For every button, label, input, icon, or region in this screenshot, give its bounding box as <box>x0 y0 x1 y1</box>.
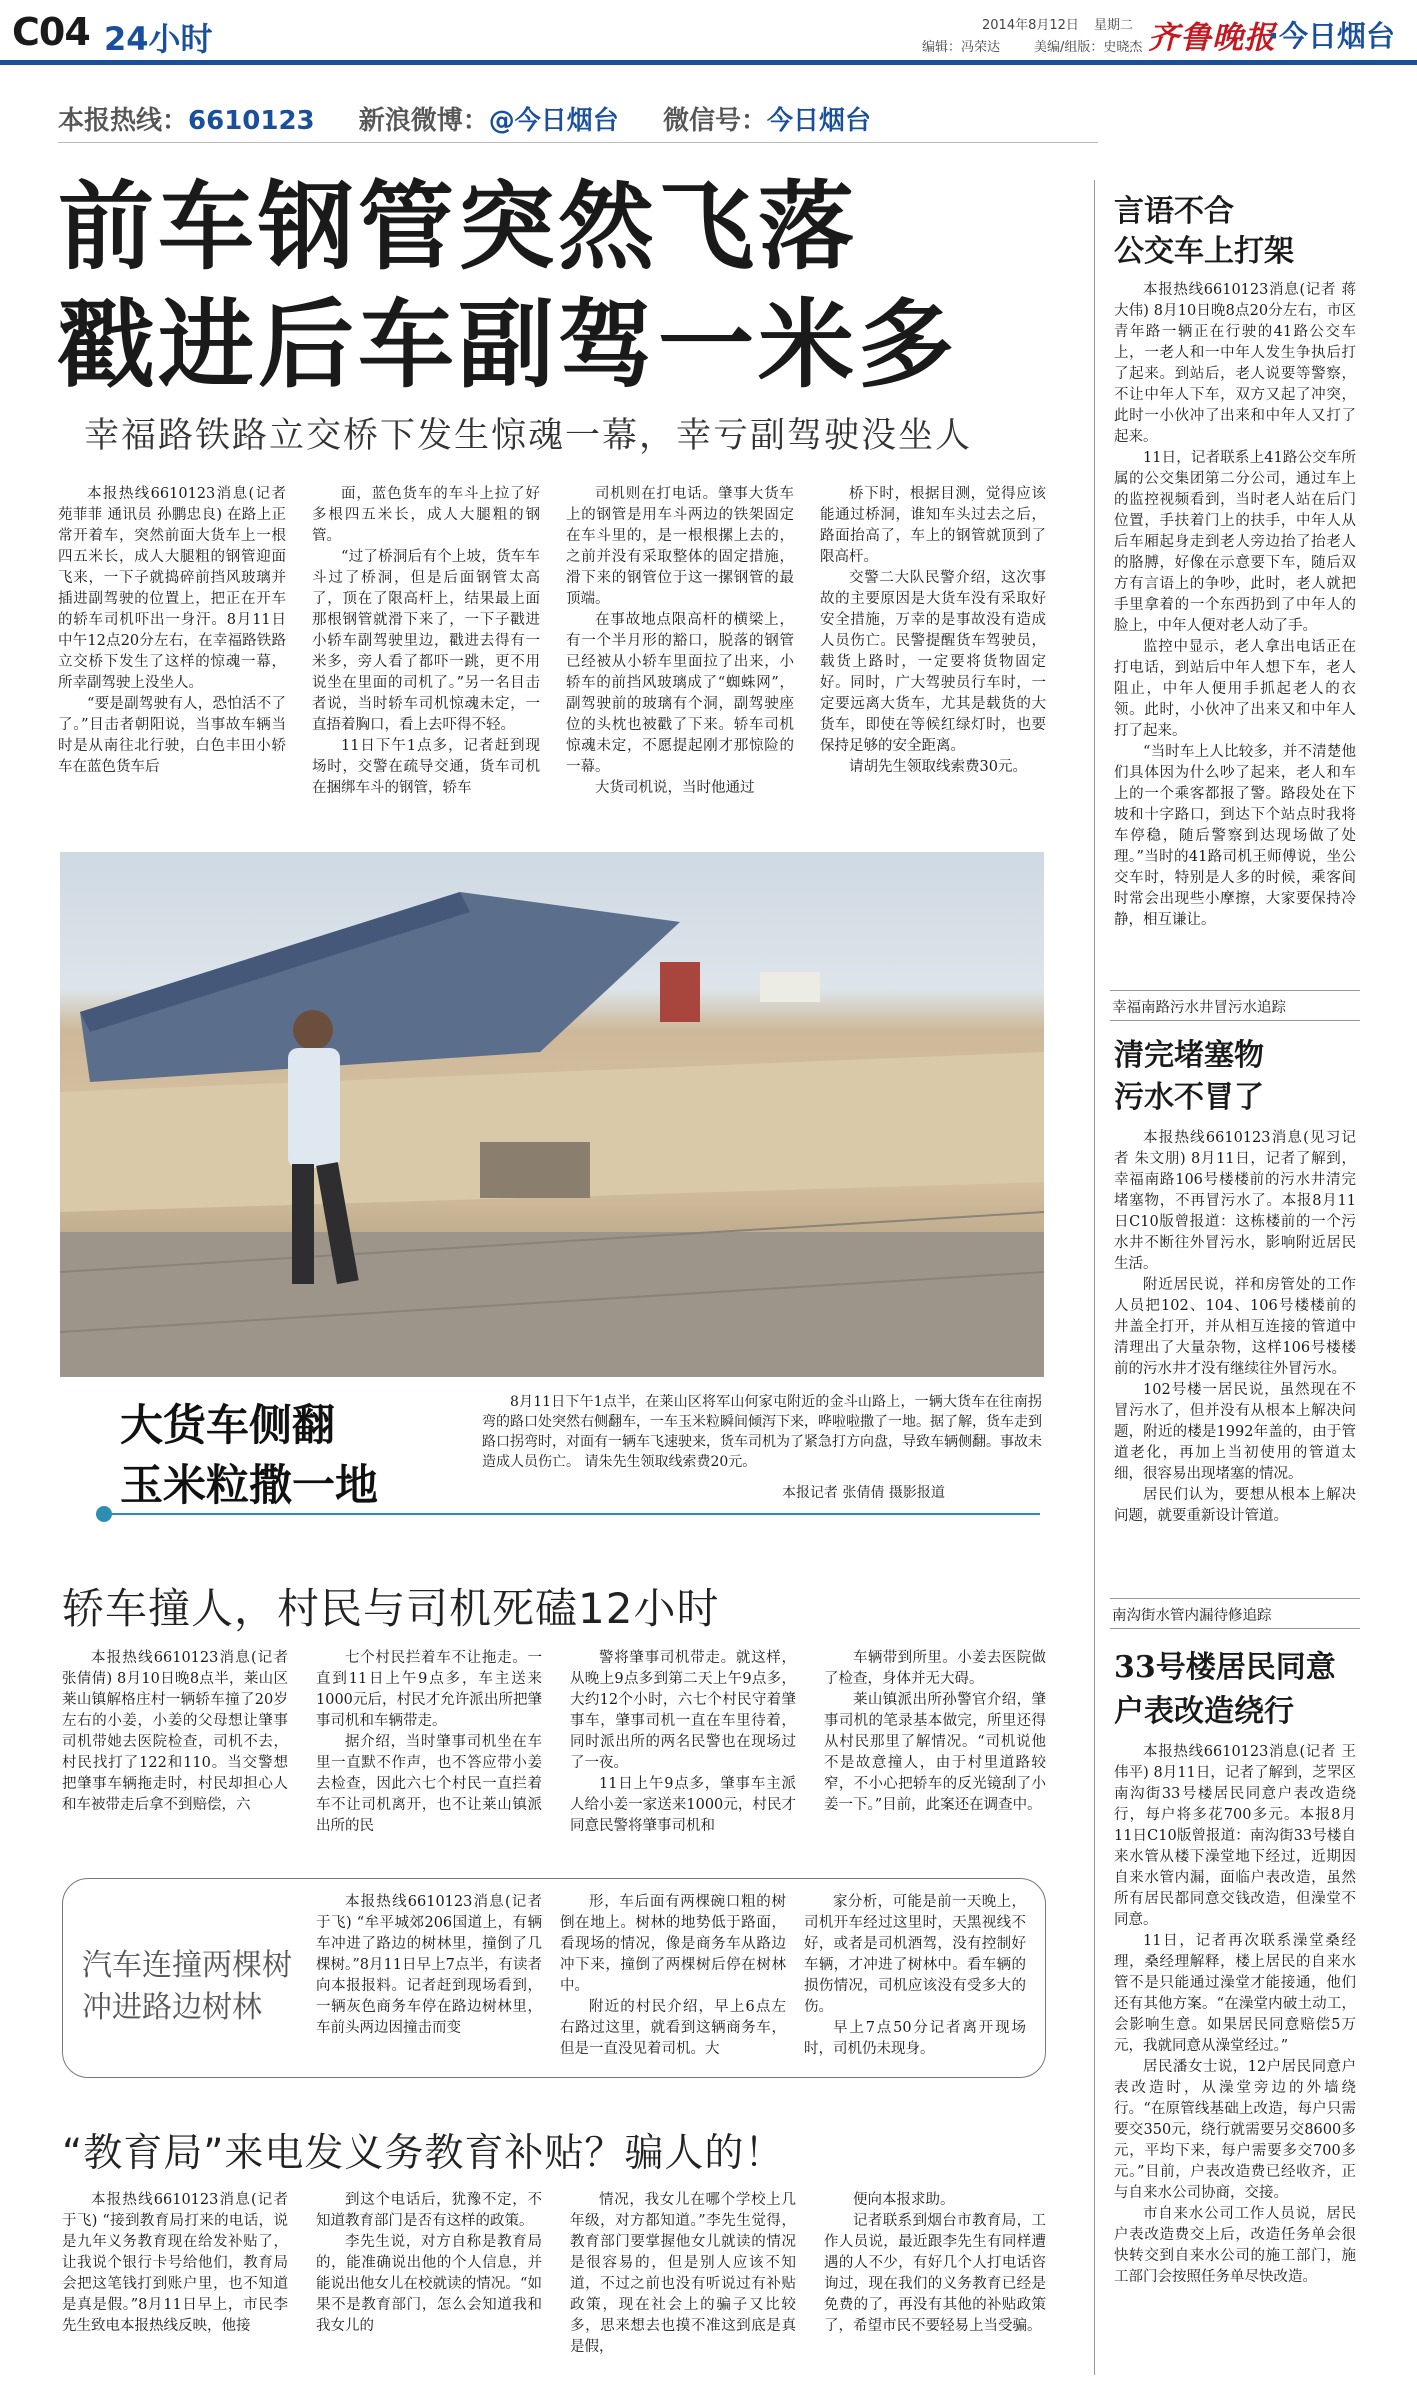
paragraph: 七个村民拦着车不让拖走。一直到11日上午9点多，车主送来1000元后，村民才允许派出所把肇事司机和车辆带走。 <box>316 1650 542 1729</box>
paragraph: 居民们认为，要想从根本上解决问题，就要重新设计管道。 <box>1114 1487 1356 1524</box>
paragraph: 面，蓝色货车的车斗上拉了好多根四五米长，成人大腿粗的钢管。 <box>312 486 540 544</box>
paragraph: 桥下时，根据目测，觉得应该能通过桥洞，谁知车头过去之后，路面抬高了，车上的钢管就顶到了限高杆。 <box>820 486 1046 565</box>
side3-tag: 南沟街水管内漏待修追踪 <box>1112 1608 1272 1624</box>
paragraph: 102号楼一居民说，虽然现在不冒污水了，但并没有从根本上解决问题，附近的楼是1992年盖的，由于管道老化，再加上当初使用的管道太细，很容易出现堵塞的情况。 <box>1114 1382 1356 1482</box>
box-column-2 <box>560 1892 786 2068</box>
lead-column-3 <box>566 484 794 834</box>
paragraph: 便向本报求助。 <box>853 2192 955 2208</box>
paragraph: 请胡先生领取线索费30元。 <box>849 759 1027 775</box>
section-name: 24小时 <box>104 20 213 58</box>
paragraph: 本报热线6610123消息(记者 王伟平) 8月11日，记者了解到，芝罘区南沟街33号楼居民同意户表改造绕行，每户将多花700多元。本报8月11日C10版曾报道：南沟街33号楼自来水管从楼下澡堂地下经过，近期因自来水管内漏，面临户表改造，虽然所有居民都同意交钱改造，但澡堂不同意。 <box>1114 1744 1356 1928</box>
box-headline-1: 汽车连撞两棵树 <box>82 1948 292 1983</box>
paragraph: 记者联系到烟台市教育局，工作人员说，最近跟李先生有同样遭遇的人不少，有好几个人打电话咨询过，现在我们的义务教育已经是免费的了，再没有其他的补贴政策了，希望市民不要轻易上当受骗。 <box>824 2213 1046 2334</box>
lead-column-1 <box>58 484 286 834</box>
side2-headline-2: 污水不冒了 <box>1114 1080 1264 1115</box>
story2-column-4 <box>824 1648 1046 1848</box>
side1-body <box>1114 280 1356 982</box>
news-photo <box>60 852 1044 1377</box>
paragraph: 本报热线6610123消息(记者 蒋大伟) 8月10日晚8点20分左右，市区青年路一辆正在行驶的41路公交车上，一老人和一中年人发生争执后打了起来。到站后，老人说要等警察，不让中年人下车，双方又起了冲突，此时一小伙冲了出来和中年人又打了起来。 <box>1114 282 1356 445</box>
paragraph: “过了桥洞后有个上坡，货车车斗过了桥洞，但是后面钢管太高了，顶在了限高杆上，结果最上面那根钢管就滑下来了，一下子戳进小轿车副驾驶里边，戳进去得有一米多，旁人看了都吓一跳，更不用说坐在里面的司机了。”另一名目击者说，当时轿车司机惊魂未定，一直捂着胸口，看上去吓得不轻。 <box>312 549 540 733</box>
page-number: C04 <box>12 10 90 54</box>
sidebar-divider <box>1094 180 1095 2375</box>
hotline-underline <box>58 142 1098 143</box>
paragraph: 据介绍，当时肇事司机坐在车里一直默不作声，也不答应带小姜去检查，因此六七个村民一直拦着车不让司机离开，也不让莱山镇派出所的民 <box>316 1734 542 1834</box>
paragraph: 11日，记者再次联系澡堂桑经理，桑经理解释，楼上居民的自来水管不是只能通过澡堂才能接通，他们还有其他方案。“在澡堂内破土动工，会影响生意。如果居民同意赔偿5万元，我就同意从澡堂经过。” <box>1114 1933 1356 2054</box>
weibo-label: 新浪微博： <box>358 106 489 136</box>
story3-column-3 <box>570 2190 796 2376</box>
lead-column-2 <box>312 484 540 834</box>
photo-caption-title-2: 玉米粒撒一地 <box>120 1461 378 1511</box>
box-column-1 <box>316 1892 542 2068</box>
issue-weekday: 星期二 <box>1094 18 1134 33</box>
side1-headline-1: 言语不合 <box>1114 194 1234 229</box>
paragraph: 警将肇事司机带走。就这样，从晚上9点多到第二天上午9点多，大约12个小时，六七个村民守着肇事车，肇事司机一直在车里待着，同时派出所的两名民警也在现场过了一夜。 <box>570 1650 796 1771</box>
paragraph: 家分析，可能是前一天晚上，司机开车经过这里时，天黑视线不好，或者是司机酒驾，没有控制好车辆，才冲进了树林中。看车辆的损伤情况，司机应该没有受多大的伤。 <box>804 1894 1026 2015</box>
paragraph: 在事故地点限高杆的横梁上，有一个半月形的豁口，脱落的钢管已经被从小轿车里面拉了出来，小轿车的前挡风玻璃成了“蜘蛛网”，副驾驶前的玻璃有个洞，副驾驶座位的头枕也被戳了下来。轿车司机惊魂未定，不愿提起刚才那惊险的一幕。 <box>566 612 794 775</box>
story2-column-1 <box>62 1648 288 1848</box>
wechat-account: 今日烟台 <box>766 106 871 136</box>
paragraph: 大货司机说，当时他通过 <box>595 780 755 796</box>
paragraph: 本报热线6610123消息(记者 于飞) “接到教育局打来的电话，说是九年义务教育现在给发补贴了，让我说个银行卡号给他们，教育局会把这笔钱打到账户里，也不知道是真是假。”8月11日早上，市民李先生致电本报热线反映，他接 <box>62 2192 288 2334</box>
side2-headline-1: 清完堵塞物 <box>1114 1038 1264 1073</box>
side2-tag-rule-top <box>1110 990 1360 991</box>
paragraph: 本报热线6610123消息(记者 苑菲菲 通讯员 孙鹏忠良) 在路上正常开着车，突然前面大货车上一根四五米长，成人大腿粗的钢管迎面飞来，一下子就捣碎前挡风玻璃并插进副驾驶的位置上，把正在开车的轿车司机吓出一身汗。8月11日中午12点20分左右，在幸福路铁路立交桥下发生了这样的惊魂一幕，所幸副驾驶上没坐人。 <box>58 486 286 691</box>
side3-tag-rule-top <box>1110 1598 1360 1599</box>
weibo-account: @今日烟台 <box>488 106 619 136</box>
story2-column-3 <box>570 1648 796 1848</box>
box-headline-2: 冲进路边树林 <box>82 1990 262 2025</box>
paragraph: 11日下午1点多，记者赶到现场时，交警在疏导交通，货车司机在捆绑车斗的钢管，轿车 <box>312 738 540 796</box>
lead-subheadline: 幸福路铁路立交桥下发生惊魂一幕，幸亏副驾驶没坐人 <box>84 416 973 456</box>
story3-column-2 <box>316 2190 542 2376</box>
edition-name: ·今日烟台 <box>1268 19 1396 53</box>
photo-caption-title-1: 大货车侧翻 <box>120 1401 335 1451</box>
side3-headline-1: 33号楼居民同意 <box>1114 1650 1336 1685</box>
side2-tag-rule-bottom <box>1110 1020 1360 1021</box>
caption-divider <box>112 1513 1040 1515</box>
lead-headline-2: 戳进后车副驾一米多 <box>58 288 958 401</box>
story3-column-4 <box>824 2190 1046 2376</box>
paragraph: “当时车上人比较多，并不清楚他们具体因为什么吵了起来，老人和车上的一个乘客都报了警。路段处在下坡和十字路口，到达下个站点时我将车停稳，随后警察到达现场做了处理。”当时的41路司机王师傅说，坐公交车时，特别是人多的时候，乘客间时常会出现些小摩擦，大家要保持冷静，相互谦让。 <box>1114 744 1356 928</box>
story2-column-2 <box>316 1648 542 1848</box>
page-editor: 编辑：冯荣达 <box>922 40 1001 55</box>
story2-headline: 轿车撞人，村民与司机死磕12小时 <box>62 1584 720 1633</box>
wechat-label: 微信号： <box>662 106 767 136</box>
caption-bullet-icon <box>96 1506 112 1522</box>
masthead-logo: 齐鲁晚报 <box>1148 20 1276 56</box>
paragraph: 早上7点50分记者离开现场时，司机仍未现身。 <box>804 2020 1026 2057</box>
side2-tag: 幸福南路污水井冒污水追踪 <box>1112 1000 1286 1016</box>
paragraph: 监控中显示，老人拿出电话正在打电话，到站后中年人想下车，老人阻止，中年人便用手抓起老人的衣领。此时，小伙冲了出来又和中年人打了起来。 <box>1114 639 1356 739</box>
paragraph: 11日，记者联系上41路公交车所属的公交集团第二分公司，通过车上的监控视频看到，当时老人站在后门位置，手扶着门上的扶手，中年人从后车厢起身走到老人旁边抬了抬老人的胳膊，好像在示意要下车，随后双方有言语上的争吵，此时，老人就把手里拿着的一个东西扔到了中年人的脸上，中年人便对老人动了手。 <box>1114 450 1356 634</box>
side2-body <box>1114 1128 1356 1558</box>
paragraph: 本报热线6610123消息(记者 于飞) “牟平城郊206国道上，有辆车冲进了路边的树林里，撞倒了几棵树。”8月11日早上7点半，有读者向本报报料。记者赶到现场看到，一辆灰色商务车停在路边树林里，车前头两边因撞击而变 <box>316 1894 542 2036</box>
page-designer: 美编/组版：史晓杰 <box>1034 40 1143 55</box>
paragraph: 到这个电话后，犹豫不定，不知道教育部门是否有这样的政策。 <box>316 2192 542 2229</box>
hotline-number: 6610123 <box>188 106 315 136</box>
side1-headline-2: 公交车上打架 <box>1114 234 1294 269</box>
paragraph: 本报热线6610123消息(见习记者 朱文朋) 8月11日，记者了解到，幸福南路106号楼楼前的污水井清完堵塞物，不再冒污水了。本报8月11日C10版曾报道：这栋楼前的一个污水井不断往外冒污水，影响附近居民生活。 <box>1114 1130 1356 1272</box>
paragraph: 形，车后面有两棵碗口粗的树倒在地上。树林的地势低于路面，看现场的情况，像是商务车从路边冲下来，撞倒了两棵树后停在树林中。 <box>560 1894 786 1994</box>
paragraph: 莱山镇派出所孙警官介绍，肇事司机的笔录基本做完，所里还得从村民那里了解情况。“司机说他不是故意撞人，由于村里道路较窄，不小心把轿车的反光镜刮了小姜一下。”目前，此案还在调查中。 <box>824 1692 1046 1813</box>
paragraph: 情况，我女儿在哪个学校上几年级，对方都知道。”李先生觉得，教育部门要掌握他女儿就读的情况是很容易的，但是别人应该不知道，不过之前也没有听说过有补贴政策，现在社会上的骗子又比较多，思来想去也摸不准这到底是真是假， <box>570 2192 796 2355</box>
paragraph: 司机则在打电话。肇事大货车上的钢管是用车斗两边的铁架固定在车斗里的，是一根根摞上去的，之前并没有采取整体的固定措施，滑下来的钢管位于这一摞钢管的最顶端。 <box>566 486 794 607</box>
photo-credit: 本报记者 张倩倩 摄影报道 <box>782 1485 945 1501</box>
lead-headline-1: 前车钢管突然飞落 <box>58 170 858 283</box>
hotline-label: 本报热线： <box>58 106 189 136</box>
photo-scene <box>60 852 1044 1377</box>
paragraph: 车辆带到所里。小姜去医院做了检查，身体并无大碍。 <box>824 1650 1046 1687</box>
caption-paragraph: 8月11日下午1点半，在莱山区将军山何家屯附近的金斗山路上，一辆大货车在往南拐弯的路口处突然右侧翻车，一车玉米粒瞬间倾泻下来，哗啦啦撒了一地。据了解，货车走到路口拐弯时，对面有一辆车飞速驶来，货车司机为了紧急打方向盘，导致车辆侧翻。事故未造成人员伤亡。 请朱先生领取线索费20元。 <box>482 1394 1042 1470</box>
side3-headline-2: 户表改造绕行 <box>1114 1694 1294 1729</box>
issue-date: 2014年8月12日 <box>982 18 1079 33</box>
paragraph: 居民潘女士说，12户居民同意户表改造时，从澡堂旁边的外墙绕行。“在原管线基础上改造，每户只需要交350元，绕行就需要另交8600多元，平均下来，每户需要多交700多元。”目前，户表改造费已经收齐，正与自来水公司协商，交接。 <box>1114 2059 1356 2201</box>
hotline-bar <box>58 100 871 137</box>
side3-body <box>1114 1742 1356 2372</box>
paragraph: 11日上午9点多，肇事车主派人给小姜一家送来1000元，村民才同意民警将肇事司机和 <box>570 1776 796 1834</box>
paragraph: 市自来水公司工作人员说，居民户表改造费交上后，改造任务单会很快转交到自来水公司的施工部门，施工部门会按照任务单尽快改造。 <box>1114 2206 1356 2285</box>
paragraph: 附近的村民介绍，早上6点左右路过这里，就看到这辆商务车，但是一直没见着司机。大 <box>560 1999 786 2057</box>
story3-headline: “教育局”来电发义务教育补贴？骗人的！ <box>62 2131 785 2176</box>
paragraph: 本报热线6610123消息(记者 张倩倩) 8月10日晚8点半，莱山区莱山镇解格庄村一辆轿车撞了20岁左右的小姜，小姜的父母想让肇事司机带她去医院检查，司机不去，村民找打了122和110。当交警想把肇事车辆拖走时，村民却担心人和车被带走后拿不到赔偿，六 <box>62 1650 288 1813</box>
side3-tag-rule-bottom <box>1110 1628 1360 1629</box>
paragraph: “要是副驾驶有人，恐怕活不了了。”目击者朝阳说，当事故车辆当时是从南往北行驶，白色丰田小轿车在蓝色货车后 <box>58 696 286 775</box>
box-column-3 <box>804 1892 1026 2068</box>
lead-column-4 <box>820 484 1046 834</box>
paragraph: 附近居民说，祥和房管处的工作人员把102、104、106号楼楼前的井盖全打开，并从相互连接的管道中清理出了大量杂物，这样106号楼楼前的污水井才没有继续往外冒污水。 <box>1114 1277 1356 1377</box>
paragraph: 交警二大队民警介绍，这次事故的主要原因是大货车没有采取好安全措施，万幸的是事故没有造成人员伤亡。民警提醒货车驾驶员，载货上路时，一定要将货物固定好。同时，广大驾驶员行车时，一定要远离大货车，尤其是载货的大货车，即使在等候红绿灯时，也要保持足够的安全距离。 <box>820 570 1046 754</box>
story3-column-1 <box>62 2190 288 2376</box>
header-rule <box>0 60 1417 65</box>
photo-caption-text <box>482 1392 1042 1478</box>
paragraph: 李先生说，对方自称是教育局的，能准确说出他的个人信息，并能说出他女儿在校就读的情况。“如果不是教育部门，怎么会知道我和我女儿的 <box>316 2234 542 2334</box>
